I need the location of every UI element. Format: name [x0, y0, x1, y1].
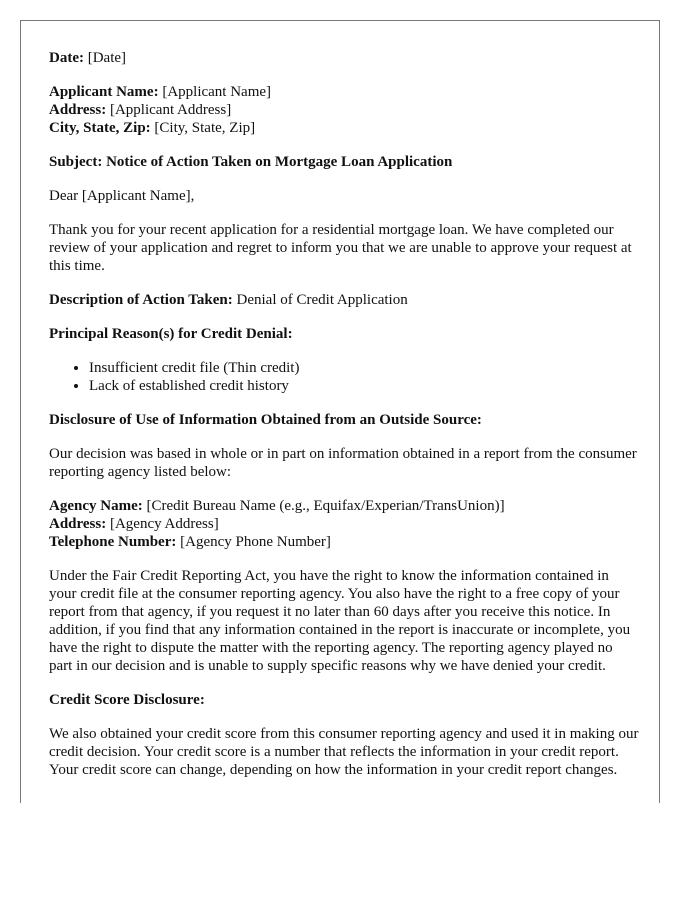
- agency-phone-label: Telephone Number:: [49, 534, 177, 550]
- reason-item: • Lack of established credit history: [89, 377, 639, 395]
- date-line: [49, 49, 639, 67]
- reasons-list: [49, 359, 639, 395]
- date-value: [Date]: [87, 50, 127, 66]
- reason-item: • Insufficient credit file (Thin credit): [89, 359, 639, 377]
- disclosure-heading-text: Disclosure of Use of Information Obtained from an Outside Source:: [49, 412, 482, 428]
- action-line: [49, 291, 639, 309]
- agency-name-line: [49, 497, 639, 515]
- subject-line: [49, 153, 639, 171]
- agency-name-value: [Credit Bureau Name (e.g., Equifax/Experian/TransUnion)]: [146, 498, 505, 514]
- agency-address-line: [49, 515, 639, 533]
- letter-page: [20, 20, 660, 803]
- applicant-address-line: [49, 101, 639, 119]
- agency-block: [49, 497, 639, 551]
- applicant-name-line: [49, 83, 639, 101]
- intro-paragraph: Thank you for your recent application for a residential mortgage loan. We have completed our review of your application and regret to inform you that we are unable to approve your request at this time.: [49, 222, 632, 274]
- action-label: Description of Action Taken:: [49, 292, 233, 308]
- fcra-paragraph: Under the Fair Credit Reporting Act, you have the right to know the information contained in your credit file at the consumer reporting agency. You also have the right to a free copy of your report from that agency, if you request it no later than 60 days after you receive this notice. In addition, if you find that any information contained in the report is inaccurate or incomplete, you have the right to dispute the matter with the reporting agency. The reporting agency played no part in our decision and is unable to supply specific reasons why we have denied your credit.: [49, 568, 631, 674]
- agency-name-label: Agency Name:: [49, 498, 143, 514]
- disclosure-heading: [49, 411, 639, 429]
- applicant-block: [49, 83, 639, 137]
- agency-phone-line: [49, 533, 639, 551]
- score-paragraph: We also obtained your credit score from this consumer reporting agency and used it in making our credit decision. Your credit score is a number that reflects the information in your credit report. Your credit score can change, depending on how the information in your credit report changes.: [49, 726, 639, 778]
- applicant-name-value: [Applicant Name]: [162, 84, 272, 100]
- score-heading: [49, 691, 639, 709]
- applicant-address-label: Address:: [49, 102, 107, 118]
- disclosure-paragraph: Our decision was based in whole or in part on information obtained in a report from the consumer reporting agency listed below:: [49, 446, 637, 480]
- score-heading-text: Credit Score Disclosure:: [49, 692, 205, 708]
- applicant-city-value: [City, State, Zip]: [154, 120, 256, 136]
- agency-phone-value: [Agency Phone Number]: [180, 534, 331, 550]
- action-value: Denial of Credit Application: [236, 292, 408, 308]
- subject-text: Subject: Notice of Action Taken on Mortgage Loan Application: [49, 154, 453, 170]
- reasons-heading: [49, 325, 639, 343]
- applicant-name-label: Applicant Name:: [49, 84, 159, 100]
- letter-body: [49, 49, 639, 795]
- applicant-city-label: City, State, Zip:: [49, 120, 151, 136]
- applicant-address-value: [Applicant Address]: [109, 102, 232, 118]
- agency-address-label: Address:: [49, 516, 107, 532]
- reasons-heading-text: Principal Reason(s) for Credit Denial:: [49, 326, 293, 342]
- date-label: Date:: [49, 50, 84, 66]
- agency-address-value: [Agency Address]: [109, 516, 219, 532]
- greeting: Dear [Applicant Name],: [49, 188, 195, 204]
- applicant-city-line: [49, 119, 639, 137]
